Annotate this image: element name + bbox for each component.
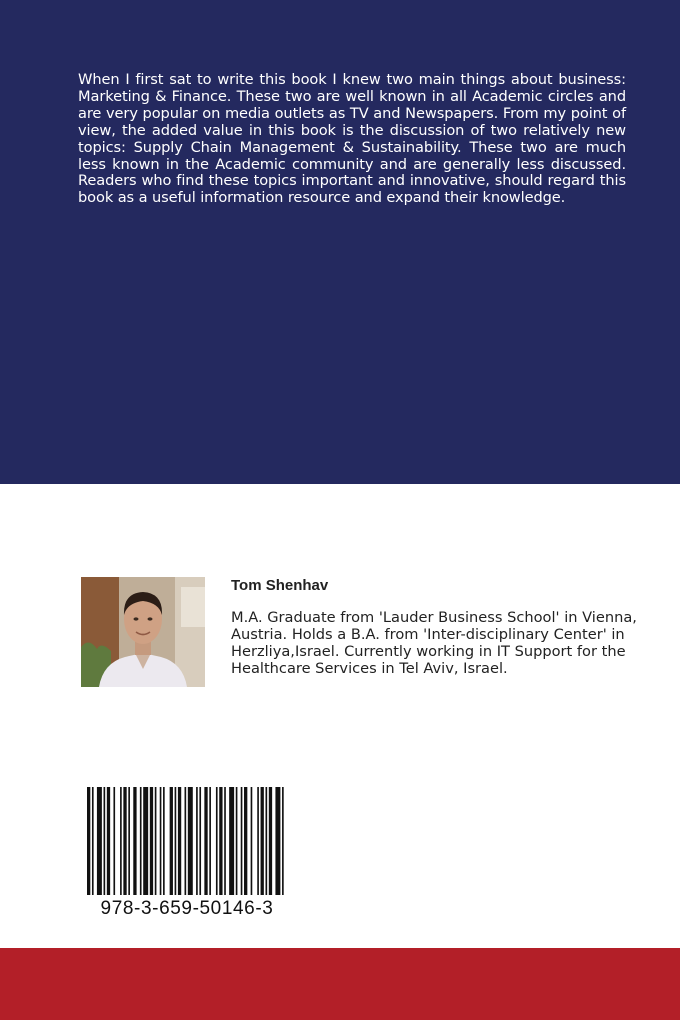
barcode-bar	[275, 787, 280, 895]
author-bio: M.A. Graduate from 'Lauder Business School' in Vienna, Austria. Holds a B.A. from 'Inter-disciplinary Center' in Herzliya,Israel. Currently working in IT Support for the Healthcare Services in Tel Aviv, Israel.	[231, 609, 637, 677]
barcode-bar	[204, 787, 207, 895]
barcode-bar	[150, 787, 153, 895]
barcode-bar	[163, 787, 165, 895]
barcode-bar	[185, 787, 187, 895]
barcode-bar	[188, 787, 193, 895]
barcode-bar	[140, 787, 142, 895]
back-cover-blurb-panel	[0, 0, 680, 484]
barcode-bar	[113, 787, 115, 895]
barcode-bar	[175, 787, 177, 895]
barcode-bar	[143, 787, 148, 895]
barcode-bar	[257, 787, 259, 895]
barcode-bar	[123, 787, 126, 895]
barcode-bar	[229, 787, 234, 895]
author-photo	[81, 577, 205, 687]
author-name: Tom Shenhav	[231, 577, 329, 594]
barcode-bar	[104, 787, 106, 895]
barcode-bar	[170, 787, 173, 895]
bottom-color-band	[0, 948, 680, 1020]
barcode-bar	[97, 787, 102, 895]
barcode-bar	[92, 787, 94, 895]
barcode-bar	[236, 787, 238, 895]
barcode-bar	[209, 787, 211, 895]
barcode-bar	[261, 787, 264, 895]
barcode-bar	[120, 787, 122, 895]
barcode-bar	[133, 787, 136, 895]
barcode-bar	[219, 787, 222, 895]
book-blurb: When I first sat to write this book I knew two main things about business: Marketing & Finance. These two are well known in all Academic circles and are very popular on media outlets as TV and Newspapers. From my point of view, the added value in this book is the discussion of two relatively new topics: Supply Chain Management & Sustainability. These two are much less known in the Academic community and are generally less discussed. Readers who find these topics important and innovative, should regard this book as a useful information resource and expand their knowledge.	[78, 71, 626, 207]
barcode-bar	[282, 787, 284, 895]
barcode-bar	[196, 787, 198, 895]
barcode-bar	[160, 787, 162, 895]
barcode-bar	[178, 787, 181, 895]
barcode-bar	[216, 787, 218, 895]
isbn-barcode	[87, 787, 287, 895]
barcode-bar	[266, 787, 268, 895]
barcode-bar	[199, 787, 201, 895]
barcode-bar	[251, 787, 253, 895]
barcode-bar	[269, 787, 272, 895]
barcode-bar	[241, 787, 243, 895]
barcode-bar	[128, 787, 130, 895]
barcode-bar	[224, 787, 226, 895]
barcode-bar	[244, 787, 247, 895]
barcode-bar	[107, 787, 110, 895]
barcode-bar	[87, 787, 90, 895]
barcode-bar	[155, 787, 157, 895]
isbn-number: 978-3-659-50146-3	[100, 898, 274, 919]
